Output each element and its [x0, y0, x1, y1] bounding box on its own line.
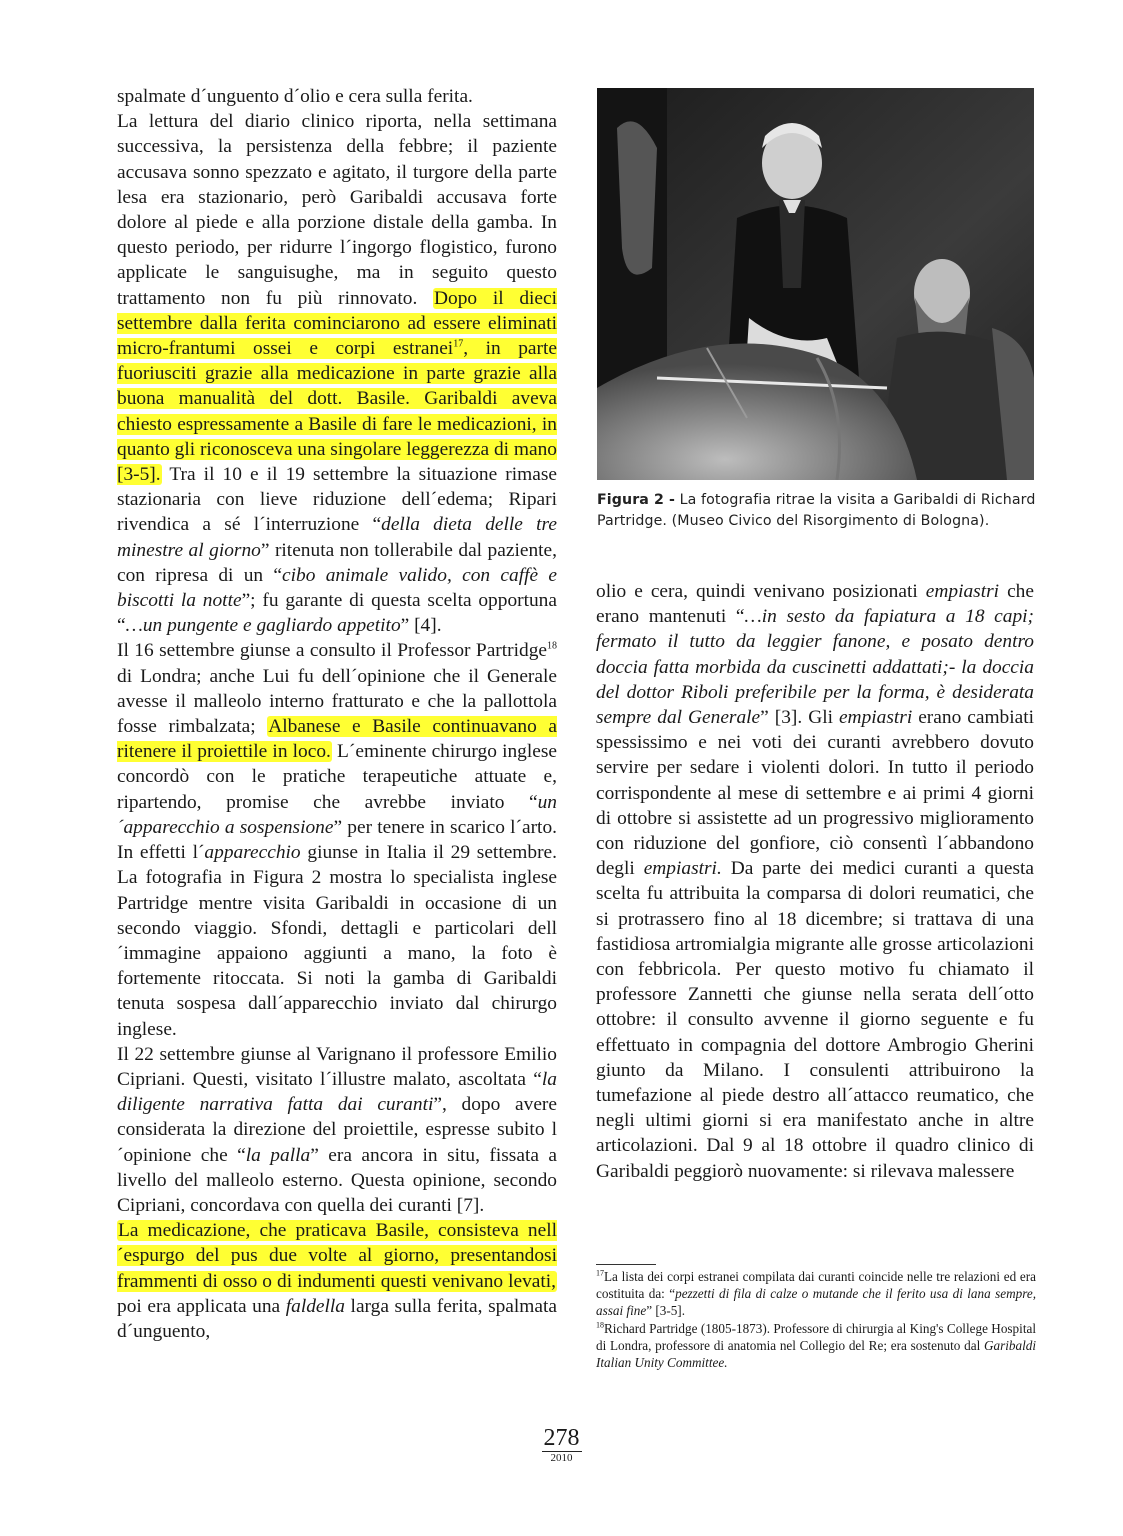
figure-2-photo [597, 88, 1034, 480]
italic-quote: …un pungente e gagliardo appetito [125, 615, 401, 637]
footnotes [596, 1268, 1036, 1371]
text: ” ritenuta non tollerabile dal paziente, con ripresa di un “ [117, 539, 557, 586]
italic-quote: cibo animale valido, con caffè e biscotti la notte [117, 564, 557, 612]
highlight-3: La medicazione, che praticava Basile, consisteva nell´espurgo del pus due volte al giorno, presentandosi frammenti di osso o di indumenti questi venivano levati, [117, 1220, 557, 1292]
italic-term: Garibaldi Italian Unity Committee. [596, 1337, 1036, 1371]
text: che erano mantenuti “ [596, 581, 1034, 628]
italic-term: apparecchio [204, 842, 301, 864]
text: erano cambiati spessissimo e nei voti dei curanti avrebbero dovuto servire per sedare i violenti dolori. In tutto il periodo corrispondente al mese di settembre e ai primi 4 giorni di ottobre si assistette ad un progressivo miglioramento con riduzione del gonfiore, ciò consentì l´abbandono degli [596, 707, 1034, 880]
text: Dopo il dieci settembre dalla ferita cominciarono ad essere eliminati micro-frantumi ossei e corpi estranei [117, 287, 557, 360]
footnote-18 [596, 1320, 1036, 1372]
text: Richard Partridge (1805-1873). Professore di chirurgia al King's College Hospital di Londra, professore di anatomia nel Collegio del Re; era sostenuto dal [596, 1320, 1036, 1353]
italic-quote: la palla [245, 1144, 311, 1166]
paragraph-2 [117, 109, 557, 638]
paragraph-4 [117, 1042, 557, 1218]
photo-illustration [597, 88, 1034, 480]
italic-term: empiastri. [643, 858, 722, 880]
text: Il 22 settembre giunse al Varignano il professore Emilio Cipriani. Questi, visitato l´illustre malato, ascoltata “ [117, 1043, 557, 1090]
footnote-ref-17[interactable]: 17 [453, 338, 464, 350]
text: , in parte fuoriusciti grazie alla medicazione in parte grazie alla buona manualità del dott. Basile. Garibaldi aveva chiesto espressamente a Basile di fare le medicazioni, in quanto gli riconosceva una singolare leggerezza di mano [3-5]. [117, 338, 557, 486]
text: spalmate d´unguento d´olio e cera sulla ferita. [117, 86, 473, 107]
text: Tra il 10 e il 19 settembre la situazione rimase stazionaria con lieve riduzione dell´edema; Ripari rivendica a sé l´interruzione “ [117, 464, 557, 536]
paragraph-5 [117, 1218, 557, 1344]
text: larga sulla ferita, spalmata d´unguento, [117, 1295, 557, 1342]
page-number-text: 278 [543, 1425, 580, 1451]
text: ” [3-5]. [646, 1303, 685, 1319]
highlight-2: Albanese e Basile continuavano a ritenere il proiettile in loco. [117, 716, 557, 763]
text: ” [3]. Gli [760, 707, 839, 729]
left-column [117, 84, 557, 1344]
figure-caption [597, 490, 1037, 531]
text: ” per tenere in scarico l´arto. In effetti l´ [117, 816, 557, 864]
footnote-17 [596, 1268, 1036, 1320]
figure-label: Figura 2 - [597, 492, 676, 508]
text: ”; fu garante di questa scelta opportuna “ [117, 590, 557, 637]
text: La lettura del diario clinico riporta, nella settimana successiva, la persistenza della febbre; il paziente accusava sonno spezzato e agitato, il turgore della parte lesa era stazionario, però Garibaldi accusava forte dolore al piede e alla porzione distale della gamba. In questo periodo, per ridurre l´ingorgo flogistico, furono applicate le sanguisughe, ma in seguito questo trattamento non fu più rinnovato. [117, 111, 557, 309]
caption-text: La fotografia ritrae la visita a Garibaldi di Richard Partridge. (Museo Civico del Risorgimento di Bologna). [597, 492, 1036, 529]
text: ” era ancora in situ, fissata a livello del malleolo esterno. Questa opinione, secondo Cipriani, concordava con quella dei curanti [7]. [117, 1144, 558, 1216]
footnote-number: 17 [596, 1268, 604, 1278]
text: Il 16 settembre giunse a consulto il Professor Partridge [117, 640, 547, 662]
italic-term: faldella [285, 1295, 345, 1317]
footnote-divider [596, 1264, 656, 1265]
footnote-ref-18[interactable]: 18 [547, 641, 557, 652]
italic-quote: un´apparecchio a sospensione [117, 791, 557, 838]
paragraph-1 [117, 84, 557, 109]
italic-term: empiastri [925, 581, 1000, 602]
text: poi era applicata una [117, 1295, 286, 1317]
italic-term: empiastri [838, 707, 913, 729]
text: ”, dopo avere considerata la direzione del proiettile, espresse subito l´opinione che “ [117, 1094, 557, 1166]
footnote-number: 18 [596, 1320, 604, 1330]
text: di Londra; anche Lui fu dell´opinione che il Generale avesse il malleolo interno fratturato e che la pallottola fosse rimbalzata; [117, 665, 557, 738]
text: La lista dei corpi estranei compilata dai curanti coincide nelle tre relazioni ed era costituita da: “ [596, 1269, 1036, 1302]
page-number [0, 1426, 1123, 1450]
page-year: 2010 [550, 1452, 573, 1464]
italic-quote: la diligente narrativa fatta dai curanti [117, 1068, 557, 1116]
paragraph-3 [117, 638, 557, 1041]
highlight-1 [117, 288, 557, 485]
text: ” [4]. [400, 615, 442, 637]
right-column [596, 579, 1034, 1184]
text: L´eminente chirurgo inglese concordò con le pratiche terapeutiche attuate e, ripartendo, promise che avrebbe inviato “ [117, 741, 557, 813]
text: Da parte dei medici curanti a questa scelta fu attribuita la comparsa di dolori reumatici, che si protrassero fino al 18 dicembre; si trattava di una fastidiosa artromialgia migrante alle grosse articolazioni con febbricola. Per questo motivo fu chiamato il professore Zannetti che giunse nella serata dell´otto ottobre: il consulto avvenne il giorno seguente e fu effettuato in compagnia del dottore Ambrogio Gherini giunto da Milano. I consulenti attribuirono la tumefazione al piede destro all´attacco reumatico, che negli ultimi giorni si era manifestato anche in altre articolazioni. Dal 9 al 18 ottobre il quadro clinico di Garibaldi peggiorò nuovamente: si rilevava malessere [596, 858, 1034, 1182]
paragraph-6 [596, 579, 1034, 1184]
italic-quote: della dieta delle tre minestre al giorno [117, 514, 557, 561]
italic-quote: pezzetti di fila di calze o mutande che il ferito usa di lana sempre, assai fine [596, 1286, 1036, 1319]
italic-quote: …in sesto da fapiatura a 18 capi; fermato il tutto da leggier fanone, e posato dentro doccia fatta morbida da cuscinetti addattati;- la doccia del dottor Riboli preferibile per la forma, è desiderata sempre dal Generale [596, 606, 1035, 729]
text: giunse in Italia il 29 settembre. La fotografia in Figura 2 mostra lo specialista inglese Partridge mentre visita Garibaldi in occasione di un secondo viaggio. Sfondi, dettagli e particolari dell´immagine appaiono aggiunti a mano, la foto è fortemente ritoccata. Si noti la gamba di Garibaldi tenuta sospesa dall´apparecchio inviato dal chirurgo inglese. [117, 842, 557, 1040]
text: olio e cera, quindi venivano posizionati [596, 581, 926, 602]
